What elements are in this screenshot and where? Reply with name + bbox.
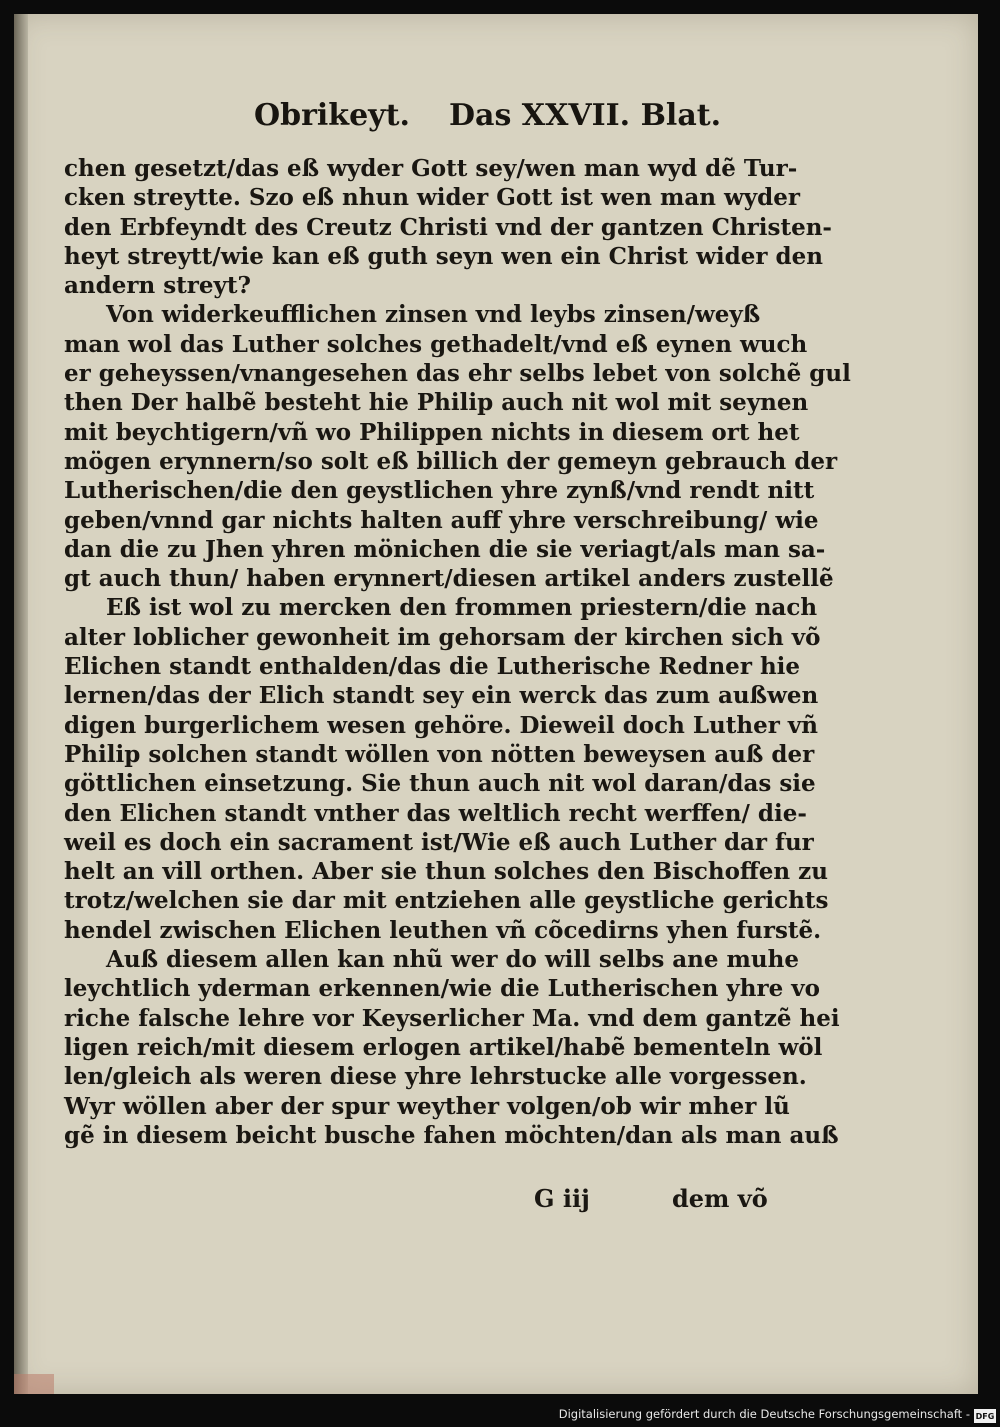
text-line: gẽ in diesem beicht busche fahen möchten/dan als man auß <box>64 1121 839 1149</box>
text-line: Wyr wöllen aber der spur weyther volgen/ob wir mher lũ <box>64 1092 790 1120</box>
text-line: helt an vill orthen. Aber sie thun solches den Bischoffen zu <box>64 858 828 886</box>
text-line: mögen erynnern/so solt eß billich der gemeyn gebrauch der <box>64 447 838 475</box>
text-line: then Der halbẽ besteht hie Philip auch nit wol mit seynen <box>64 389 809 417</box>
text-line: Lutherischen/die den geystlichen yhre zynß/vnd rendt nitt <box>64 477 815 505</box>
text-line: chen gesetzt/das eß wyder Gott sey/wen man wyd dẽ Tur- <box>64 155 798 182</box>
book-page <box>14 14 978 1394</box>
page-corner-stain <box>14 1374 54 1394</box>
digitization-credit: Digitalisierung gefördert durch die Deutsche Forschungsgemeinschaft - <box>558 1407 970 1421</box>
text-line: gt auch thun/ haben erynnert/diesen artikel anders zustellẽ <box>64 565 834 593</box>
text-line: weil es doch ein sacrament ist/Wie eß auch Luther dar fur <box>64 828 814 856</box>
text-line: er geheyssen/vnangesehen das ehr selbs lebet von solchẽ gul <box>64 360 851 388</box>
text-line: Von widerkeufflichen zinsen vnd leybs zinsen/weyß <box>106 301 761 329</box>
text-line: man wol das Luther solches gethadelt/vnd eß eynen wuch <box>64 330 808 358</box>
text-line: andern streyt? <box>64 272 251 300</box>
text-line: mit beychtigern/vñ wo Philippen nichts in diesem ort het <box>64 418 800 446</box>
text-line: dan die zu Jhen yhren mönichen die sie veriagt/als man sa- <box>64 535 826 563</box>
catchword: dem võ <box>672 1184 768 1213</box>
body-text <box>64 154 851 1150</box>
signature-mark: G iij <box>534 1184 590 1213</box>
running-header <box>254 98 774 138</box>
dfg-logo: DFG <box>974 1409 996 1423</box>
text-line: digen burgerlichem wesen gehöre. Dieweil doch Luther vñ <box>64 711 818 739</box>
page-spine-shadow <box>14 14 28 1394</box>
header-left: Obrikeyt. <box>254 98 410 133</box>
text-line: len/gleich als weren diese yhre lehrstucke alle vorgessen. <box>64 1063 807 1091</box>
text-line: hendel zwischen Elichen leuthen vñ cõcedirns yhen furstẽ. <box>64 916 822 944</box>
text-line: göttlichen einsetzung. Sie thun auch nit wol daran/das sie <box>64 770 816 798</box>
text-line: alter loblicher gewonheit im gehorsam der kirchen sich võ <box>64 623 821 651</box>
text-line: lernen/das der Elich standt sey ein werck das zum außwen <box>64 682 819 710</box>
text-line: Auß diesem allen kan nhũ wer do will selbs ane muhe <box>106 946 799 974</box>
text-line: heyt streytt/wie kan eß guth seyn wen ein Christ wider den <box>64 242 823 270</box>
text-line: den Elichen standt vnther das weltlich recht werffen/ die- <box>64 799 807 827</box>
text-line: Elichen standt enthalden/das die Lutherische Redner hie <box>64 653 801 681</box>
text-line: Philip solchen standt wöllen von nötten beweysen auß der <box>64 740 815 768</box>
text-line: cken streytte. Szo eß nhun wider Gott ist wen man wyder <box>64 184 800 212</box>
text-line: leychtlich yderman erkennen/wie die Lutherischen yhre vo <box>64 975 820 1003</box>
header-folio: Das XXVII. Blat. <box>449 98 722 133</box>
text-line: geben/vnnd gar nichts halten auff yhre verschreibung/ wie <box>64 506 819 534</box>
text-line: Eß ist wol zu mercken den frommen priestern/die nach <box>106 594 818 622</box>
text-line: trotz/welchen sie dar mit entziehen alle geystliche gerichts <box>64 887 829 915</box>
text-line: riche falsche lehre vor Keyserlicher Ma. vnd dem gantzẽ hei <box>64 1004 840 1032</box>
text-line: ligen reich/mit diesem erlogen artikel/habẽ bementeln wöl <box>64 1033 823 1061</box>
text-line: den Erbfeyndt des Creutz Christi vnd der gantzen Christen- <box>64 213 832 241</box>
